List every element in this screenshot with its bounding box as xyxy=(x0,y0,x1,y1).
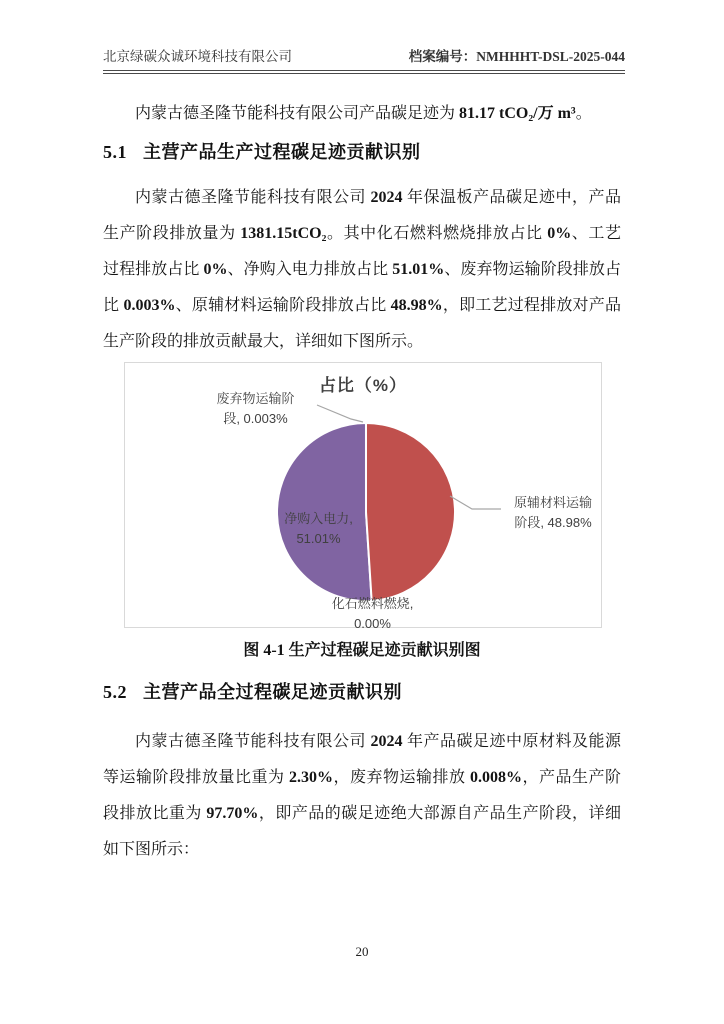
label-fossil-line1: 化石燃料燃烧, xyxy=(331,596,414,611)
label-waste-line2: 段, 0.003% xyxy=(223,411,288,426)
section-5-2-title: 主营产品全过程碳足迹贡献识别 xyxy=(143,682,402,702)
doc-number-value: NMHHHT-DSL-2025-044 xyxy=(476,49,625,64)
label-fossil-fuel xyxy=(305,594,440,634)
label-purchased-electricity xyxy=(261,509,376,549)
section-5-1-title: 主营产品生产过程碳足迹贡献识别 xyxy=(143,142,421,162)
section-5-1-heading xyxy=(103,140,621,164)
pie-slice-0 xyxy=(366,423,455,601)
section-5-1-paragraph: 内蒙古德圣隆节能科技有限公司 2024 年保温板产品碳足迹中，产品生产阶段排放量为 1381.15tCO₂。其中化石燃料燃烧排放占比 0%、工艺过程排放占比 0%、净购入电力排放占比 51.01%、废弃物运输阶段排放占比 0.003%、原辅材料运输阶段排放占比 48.98%，即工艺过程排放对产品生产阶段的排放贡献最大，详细如下图所示。 xyxy=(103,189,621,350)
section-5-1-number: 5.1 xyxy=(103,142,127,162)
page-number: 20 xyxy=(355,944,369,959)
pie-chart-figure xyxy=(124,362,602,631)
chart-title: 占比（%） xyxy=(318,376,408,395)
page-content xyxy=(103,96,621,868)
label-power-line2: 51.01% xyxy=(296,531,341,546)
label-waste-line1: 废弃物运输阶 xyxy=(216,391,295,406)
leader-line-raw-material xyxy=(450,496,501,509)
label-raw-line2: 阶段, 48.98% xyxy=(514,515,592,530)
header-doc-number xyxy=(409,45,625,65)
label-raw-line1: 原辅材料运输 xyxy=(513,495,592,510)
figure-caption: 图 4-1 生产过程碳足迹贡献识别图 xyxy=(243,642,481,659)
section-5-2-heading xyxy=(103,680,621,704)
doc-number-label: 档案编号： xyxy=(408,49,477,64)
label-waste-transport xyxy=(183,389,328,429)
header-divider xyxy=(103,70,625,74)
section-5-2-paragraph: 内蒙古德圣隆节能科技有限公司 2024 年产品碳足迹中原材料及能源等运输阶段排放量比重为 2.30%，废弃物运输排放 0.008%，产品生产阶段排放比重为 97.70%，即产品的碳足迹绝大部源自产品生产阶段，详细如下图所示： xyxy=(103,733,621,858)
label-raw-material-transport xyxy=(503,493,603,533)
section-5-2-number: 5.2 xyxy=(103,682,127,702)
page-header xyxy=(103,45,625,65)
label-power-line1: 净购入电力, xyxy=(284,511,353,526)
label-fossil-line2: 0.00% xyxy=(354,616,391,631)
header-company-name: 北京绿碳众诚环境科技有限公司 xyxy=(103,49,292,64)
intro-paragraph: 内蒙古德圣隆节能科技有限公司产品碳足迹为 81.17 tCO₂/万 m³。 xyxy=(135,105,592,122)
